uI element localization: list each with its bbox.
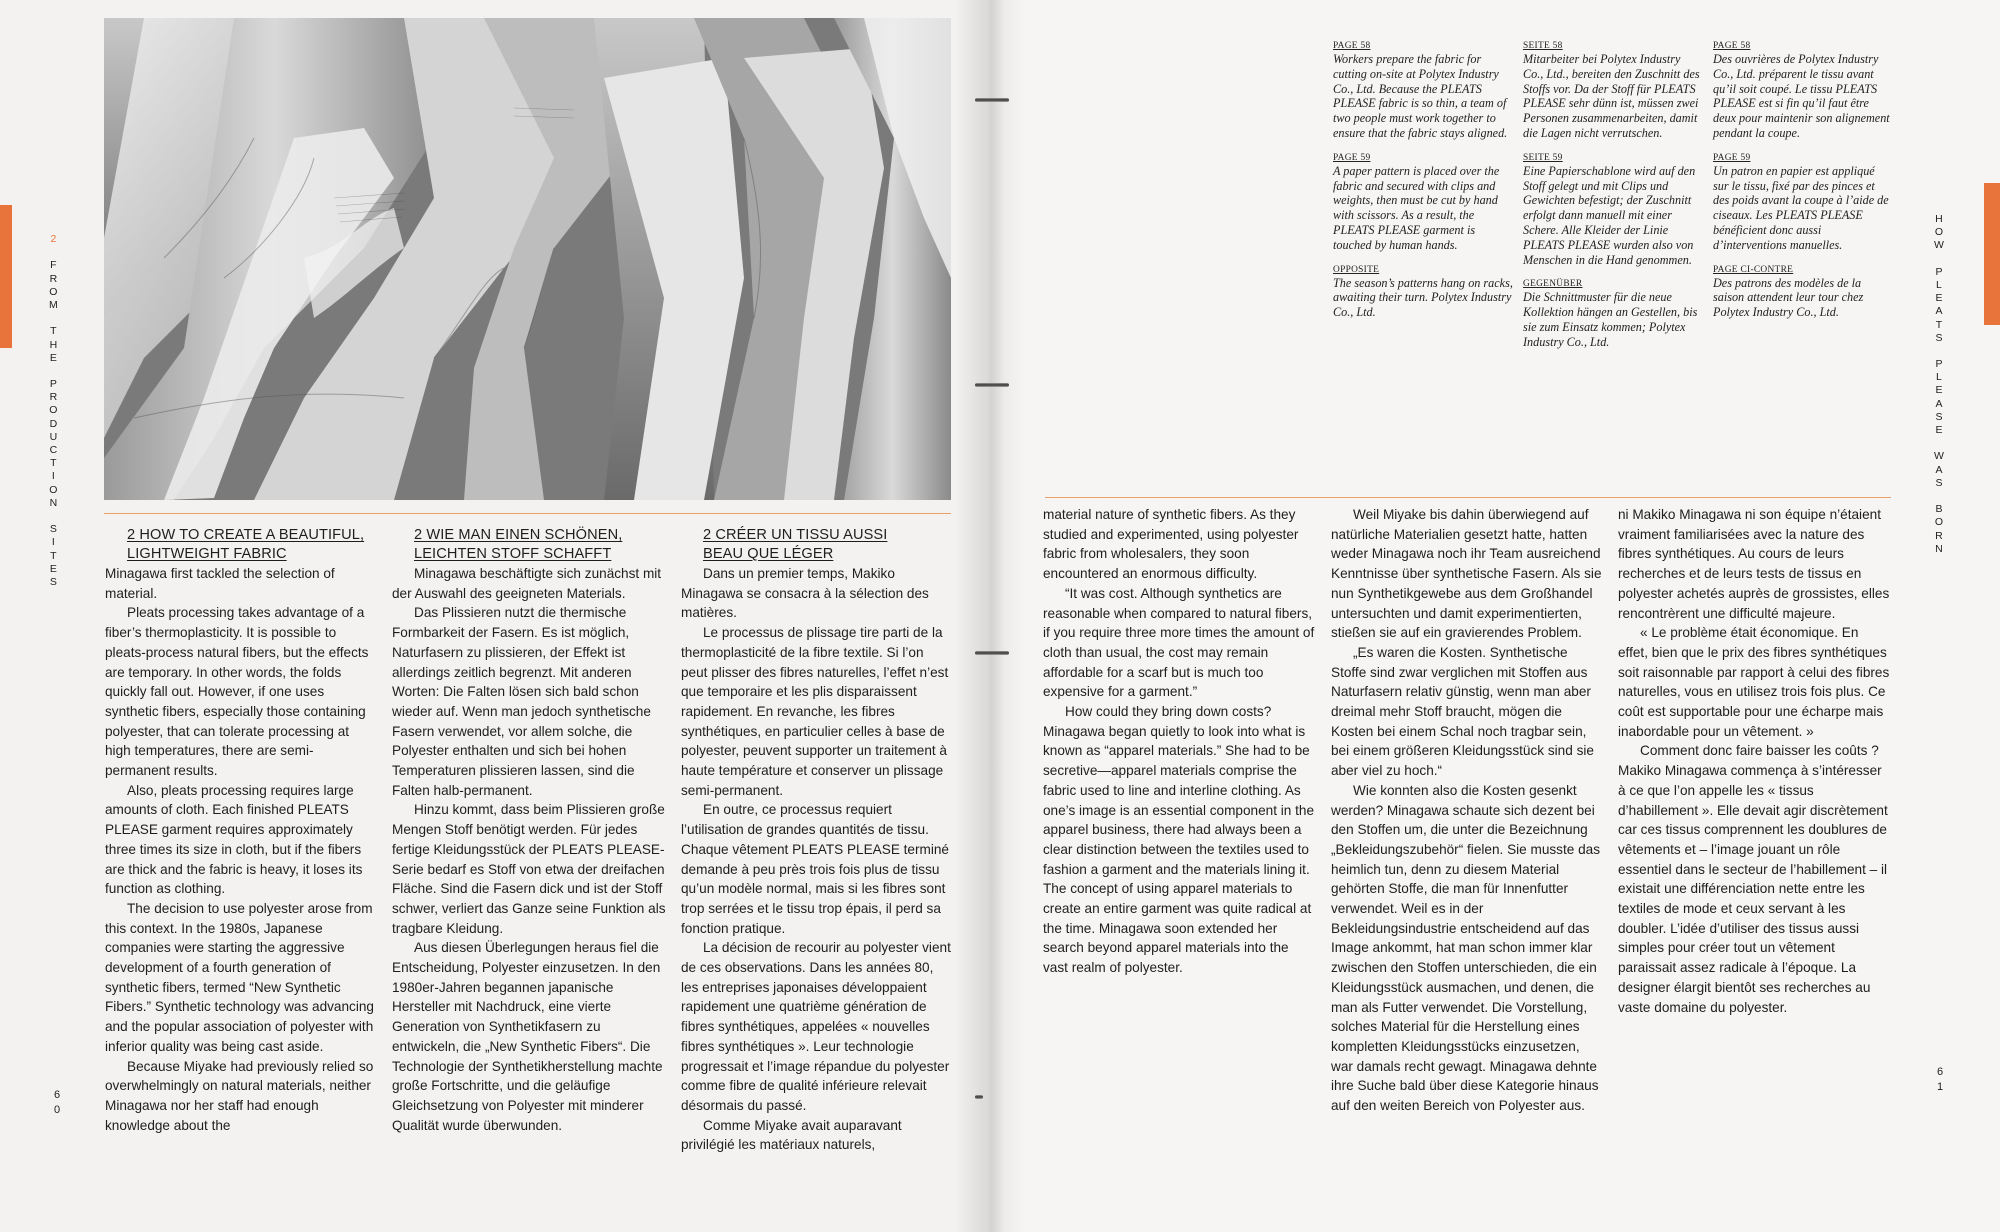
side-label-letter: W — [1934, 450, 1944, 463]
chapter-side-label — [1934, 213, 1944, 556]
paragraph: Comme Miyake avait auparavant privilégié les matériaux naturels, — [681, 1117, 902, 1153]
paragraph: Dans un premier temps, Makiko Minagawa se consacra à la sélection des matières. — [681, 566, 929, 621]
side-label-letter: N — [49, 496, 58, 509]
caption-label: SEITE 59 — [1523, 152, 1563, 163]
caption-label: PAGE 59 — [1333, 152, 1371, 163]
caption-column-fr — [1713, 40, 1893, 331]
paragraph: Aus diesen Überlegungen heraus fiel die Entscheidung, Polyester einzusetzen. In den 1980er-Jahren begannen japanische Hersteller mit Nachdruck, eine vierte Generation von Synthetikfasern zu entwickeln, die „New Synthetic Fibers“. Die Technologie der Synthetikherstellung machte große Fortschritte, und die geläufige Gleichsetzung von Polyester mit minderer Qualität wurde überwunden. — [392, 940, 663, 1133]
side-label-letter — [1938, 490, 1941, 503]
staple — [975, 98, 1009, 102]
side-label-letter: B — [1935, 503, 1943, 516]
paragraph: En outre, ce processus requiert l’utilisation de grandes quantités de tissu. Chaque vêtement PLEATS PLEASE terminé demande à peu près trois fois plus de tissu qu’un modèle normal, mais si les fibres sont trop serrées et le tissu trop épais, il perd sa fonction pratique. — [681, 802, 949, 936]
staple — [975, 1095, 983, 1099]
side-label-letter: H — [49, 338, 58, 351]
section-tab-left — [0, 205, 12, 348]
caption-text: The season’s patterns hang on racks, awaiting their turn. Polytex Industry Co., Ltd. — [1333, 275, 1513, 320]
side-label-letter — [1938, 345, 1941, 358]
caption-block — [1713, 40, 1893, 141]
caption-block — [1713, 152, 1893, 253]
paragraph: The decision to use polyester arose from this context. In the 1980s, Japanese companies were starting the aggressive development of a fourth generation of synthetic fibers, termed “New Synthetic Fibers.” Synthetic technology was advancing and the popular association of polyester with inferior quality was being cast aside. — [105, 900, 374, 1054]
side-label-letter: A — [1935, 463, 1943, 476]
side-label-letter — [52, 510, 55, 523]
paragraph: Minagawa first tackled the selection of material. — [105, 566, 335, 601]
caption-label: PAGE 58 — [1333, 41, 1371, 51]
page-number-digit: 6 — [53, 1089, 61, 1101]
side-label-letter: E — [1935, 384, 1943, 397]
side-label-letter: L — [1936, 371, 1942, 384]
side-label-letter: S — [49, 575, 57, 588]
caption-label: SEITE 58 — [1523, 41, 1563, 51]
side-label-letter: U — [49, 430, 58, 443]
side-label-letter: L — [1936, 278, 1942, 291]
caption-label: GEGENÜBER — [1523, 279, 1583, 290]
side-label-letter: A — [1935, 397, 1943, 410]
side-label-letter: O — [49, 285, 58, 298]
text-column-en — [105, 526, 375, 1135]
paragraph: material nature of synthetic fibers. As they studied and experimented, using polyester fabric from wholesalers, they soon encountered an enormous difficulty. — [1043, 507, 1299, 582]
side-label-letter: O — [1934, 516, 1944, 529]
caption-block — [1523, 40, 1703, 141]
section-tab-right — [1984, 183, 2000, 325]
side-label-letter: O — [49, 404, 58, 417]
caption-block — [1713, 264, 1893, 320]
side-label-letter — [1938, 253, 1941, 266]
caption-block — [1333, 152, 1513, 253]
paragraph: “It was cost. Although synthetics are reasonable when compared to natural fibers, if you require three more times the amount of cloth than usual, the cost may remain affordable for a scarf but is much too expensive for a garment.” — [1043, 585, 1315, 700]
paragraph: Comment donc faire baisser les coûts ? Makiko Minagawa commença à s’intéresser à ce que l’on appelle les « tissus d’habillement ». Elle devait agir discrètement car ces tissus comprennent les doublures de vêtements et – l’image jouant un rôle essentiel dans le secteur de l’habillement – il existait une différenciation nette entre les textiles de mode et ceux servant à les doubler. L’idée d’utiliser des tissus aussi simples pour créer tout un vêtement paraissait assez radicale à l’époque. La designer élargit bientôt ses recherches au vaste domaine du polyester. — [1618, 743, 1888, 1015]
side-label-letter: W — [1934, 239, 1944, 252]
paragraph: „Es waren die Kosten. Synthetische Stoffe sind zwar verglichen mit Stoffen aus Naturfasern relativ günstig, wenn man aber dreimal mehr Stoff braucht, mögen die Kosten bei einem Schal noch tragbar sein, bei einem größeren Kleidungsstück sind sie aber viel zu hoch.“ — [1331, 644, 1594, 779]
paragraph: Because Miyake had previously relied so overwhelmingly on natural materials, neither Minagawa nor her staff had enough knowledge about the — [105, 1058, 374, 1133]
side-label-letter: D — [49, 417, 58, 430]
page-number-digit: 6 — [1936, 1066, 1944, 1078]
side-label-letter: P — [49, 378, 57, 391]
staple — [975, 651, 1009, 655]
section-number: 2 — [50, 233, 57, 245]
side-label-letter: O — [49, 483, 58, 496]
side-label-letter: E — [49, 351, 57, 364]
side-label-letter: E — [49, 562, 57, 575]
side-label-letter: T — [1935, 318, 1943, 331]
side-label-letter: S — [1935, 476, 1943, 489]
caption-text: Mitarbeiter bei Polytex Industry Co., Ltd., bereiten den Zuschnitt des Stoffs vor. Da der Stoff für PLEATS PLEASE sehr dünn ist, müssen zwei Personen zusammenarbeiten, damit die Lagen nicht verrutschen. — [1523, 52, 1700, 140]
section-heading: 2 HOW TO CREATE A BEAUTIFUL, LIGHTWEIGHT FABRIC — [127, 527, 365, 562]
side-label-letter: E — [1935, 424, 1943, 436]
caption-column-en — [1333, 40, 1513, 331]
side-label-letter: T — [50, 549, 57, 562]
paragraph: Hinzu kommt, dass beim Plissieren große Mengen Stoff benötigt werden. Für jedes fertige Kleidungsstück der PLEATS PLEASE-Serie bedarf es Stoff von etwa der dreifachen Fläche. Sind die Fasern dick und ist der Stoff schwer, verliert das Ganze seine Funktion als tragbare Kleidung. — [392, 802, 666, 936]
caption-block — [1523, 152, 1703, 268]
paragraph: Weil Miyake bis dahin überwiegend auf natürliche Materialien gesetzt hatte, hatten weder Minagawa noch ihr Team ausreichend Kenntnisse über synthetische Fasern. Als sie nun Synthetikgewebe aus dem Großhandel untersuchten und damit experimentierten, stießen sie auf ein gravierendes Problem. — [1331, 507, 1602, 641]
caption-text: Eine Papierschablone wird auf den Stoff gelegt und mit Clips und Gewichten befestigt; der Zuschnitt erfolgt dann manuell mit einer Schere. Alle Kleider der Linie PLEATS PLEASE wurden also von Menschen in die Hand genommen. — [1523, 163, 1696, 267]
side-label-letter: M — [49, 298, 58, 311]
side-label-letter: I — [51, 536, 55, 549]
side-label-letter: N — [1935, 542, 1943, 555]
side-label-letter — [1938, 437, 1941, 450]
divider-rule — [104, 513, 951, 514]
side-label-letter: S — [1935, 331, 1943, 344]
side-label-letter: O — [1934, 226, 1944, 239]
text-column-fr — [1618, 505, 1892, 1017]
paragraph: How could they bring down costs? Minagawa began quietly to look into what is known as “apparel materials.” She had to be secretive—apparel materials comprise the fabric used to line and interline clothing. As one’s image is an essential component in the apparel business, there had always been a clear distinction between the textiles used to fashion a garment and the materials lining it. The concept of using apparel materials to create an entire garment was quite radical at the time. Minagawa soon extended her search beyond apparel materials into the vast realm of polyester. — [1043, 704, 1315, 976]
caption-label: PAGE CI-CONTRE — [1713, 264, 1794, 275]
staple — [975, 383, 1009, 387]
caption-text: Un patron en papier est appliqué sur le tissu, fixé par des pinces et des poids avant la coupe à l’aide de ciseaux. Les PLEATS PLEASE bénéficient donc aussi d’interventions manuelles. — [1713, 163, 1889, 252]
text-column-de — [1331, 505, 1605, 1116]
divider-rule — [1045, 497, 1891, 498]
side-label-letter: E — [1935, 292, 1943, 305]
caption-text: Des patrons des modèles de la saison attendent leur tour chez Polytex Industry Co., Ltd. — [1713, 275, 1864, 320]
paragraph: Pleats processing takes advantage of a fiber’s thermoplasticity. It is possible to pleats-process natural fibers, but the effects are temporary. In other words, the folds quickly fall out. However, if one uses synthetic fibers, especially those containing polyester, that can tolerate processing at high temperatures, there are semi-permanent results. — [105, 605, 369, 779]
paragraph: La décision de recourir au polyester vient de ces observations. Dans les années 80, les entreprises japonaises développaient rapidement une quatrième génération de fibres synthétiques, appelées « nouvelles fibres synthétiques ». Leur technologie progressait et l’image répandue du polyester comme fibre de qualité inférieure relevait désormais du passé. — [681, 940, 951, 1113]
side-label-letter: P — [1935, 265, 1943, 278]
caption-block — [1333, 264, 1513, 320]
caption-text: A paper pattern is placed over the fabric and secured with clips and weights, then must be cut by hand with scissors. As a result, the PLEATS PLEASE garment is touched by human hands. — [1333, 163, 1500, 252]
text-column-de — [392, 526, 666, 1135]
text-column-en — [1043, 505, 1315, 978]
side-label-letter: S — [1935, 410, 1943, 423]
paragraph: ni Makiko Minagawa ni son équipe n’étaient vraiment familiarisées avec la nature des fibres synthétiques. Au cours de leurs recherches et de leurs tests de tissus en polyester achetés auprès de grossistes, elles rencontrèrent une difficulté majeure. — [1618, 507, 1890, 621]
caption-text: Workers prepare the fabric for cutting on-site at Polytex Industry Co., Ltd. Because the PLEATS PLEASE fabric is so thin, a team of two people must work together to ensure that the fabric stays aligned. — [1333, 52, 1508, 140]
section-heading: 2 WIE MAN EINEN SCHÖNEN, LEICHTEN STOFF SCHAFFT — [414, 527, 623, 562]
book-gutter — [955, 0, 1025, 1232]
side-label-letter: R — [1935, 529, 1943, 542]
page-number-right — [1934, 1065, 1946, 1095]
paragraph: « Le problème était économique. En effet, bien que le prix des fibres synthétiques soit raisonnable par rapport à celui des fibres naturelles, vous en utilisez trois fois plus. Ce coût est supportable pour une écharpe mais inabordable pour un vêtement. » — [1618, 625, 1890, 739]
side-label-letter: T — [50, 325, 57, 338]
side-label-letter — [52, 312, 55, 325]
side-label-letter: P — [1935, 358, 1943, 371]
page-number-digit: 1 — [1936, 1081, 1944, 1093]
side-label-letter: C — [49, 444, 58, 456]
side-label-letter: F — [50, 259, 57, 272]
caption-label: PAGE 58 — [1713, 41, 1751, 51]
paragraph: Minagawa beschäftigte sich zunächst mit der Auswahl des geeigneten Materials. — [392, 566, 662, 601]
side-label-letter: S — [49, 523, 57, 536]
side-label-letter: H — [1935, 213, 1943, 225]
side-label-letter — [52, 365, 55, 378]
side-label-letter: A — [1935, 305, 1943, 318]
caption-block — [1523, 278, 1703, 349]
side-label-letter: I — [51, 470, 55, 483]
side-label-letter: R — [49, 272, 58, 285]
caption-block — [1333, 40, 1513, 141]
caption-text: Des ouvrières de Polytex Industry Co., Ltd. préparent le tissu avant qu’il soit coupé. Le tissu PLEATS PLEASE est si fin qu’il faut être deux pour maintenir son alignement pendant la coupe. — [1713, 52, 1890, 140]
paragraph: Wie konnten also die Kosten gesenkt werden? Minagawa schaute sich dezent bei den Stoffen um, die unter die Bezeichnung „Bekleidungszubehör“ fielen. Sie musste das heimlich tun, denn zu diesem Material gehörten Stoffe, die man für Innenfutter verwendet. Weil es in der Bekleidungsindustrie entscheidend auf das Image ankommt, hat man schon immer klar zwischen den Stoffen unterschieden, die ein Kleidungsstück ausmachen, und denen, die man als Futter verwendet. Die Vorstellung, solches Material für die Herstellung eines kompletten Kleidungsstücks einzusetzen, war damals recht gewagt. Minagawa dehnte ihre Suche bald über diese Kategorie hinaus auf den weiten Bereich von Polyester aus. — [1331, 782, 1601, 1114]
caption-label: OPPOSITE — [1333, 264, 1380, 275]
caption-label: PAGE 59 — [1713, 152, 1751, 163]
paragraph: Le processus de plissage tire parti de la thermoplasticité de la fibre textile. Si l’on peut plisser des fibres naturelles, l’effet n’est que temporaire et les plis disparaissent rapidement. En revanche, les fibres synthétiques, en particulier celles à base de polyester, peuvent supporter un traitement à haute température et conserver un plissage semi-permanent. — [681, 625, 949, 798]
text-column-fr — [681, 526, 953, 1155]
photo-paper-patterns — [104, 18, 951, 500]
section-side-label — [49, 233, 58, 589]
paragraph: Das Plissieren nutzt die thermische Formbarkeit der Fasern. Es ist möglich, Naturfasern zu plissieren, der Effekt ist allerdings zeitlich begrenzt. Mit anderen Worten: Die Falten lösen sich bald schon wieder auf. Wenn man jedoch synthetische Fasern verwendet, vor allem solche, die Polyester enthalten und sich bei hohen Temperaturen plissieren lassen, sind die Falten halb-permanent. — [392, 605, 651, 798]
paragraph: Also, pleats processing requires large amounts of cloth. Each finished PLEATS PLEASE garment requires approximately three times its size in cloth, but if the fibers are thick and the fabric is heavy, it loses its function as clothing. — [105, 782, 363, 897]
caption-column-de — [1523, 40, 1703, 361]
side-label-letter: T — [50, 457, 57, 470]
side-label-letter: R — [49, 391, 58, 404]
section-heading: 2 CRÉER UN TISSU AUSSI BEAU QUE LÉGER — [703, 527, 888, 562]
caption-text: Die Schnittmuster für die neue Kollektion hängen an Gestellen, bis sie zum Einsatz kommen; Polytex Industry Co., Ltd. — [1523, 290, 1698, 349]
page-number-left — [51, 1088, 63, 1118]
page-number-digit: 0 — [53, 1104, 61, 1116]
